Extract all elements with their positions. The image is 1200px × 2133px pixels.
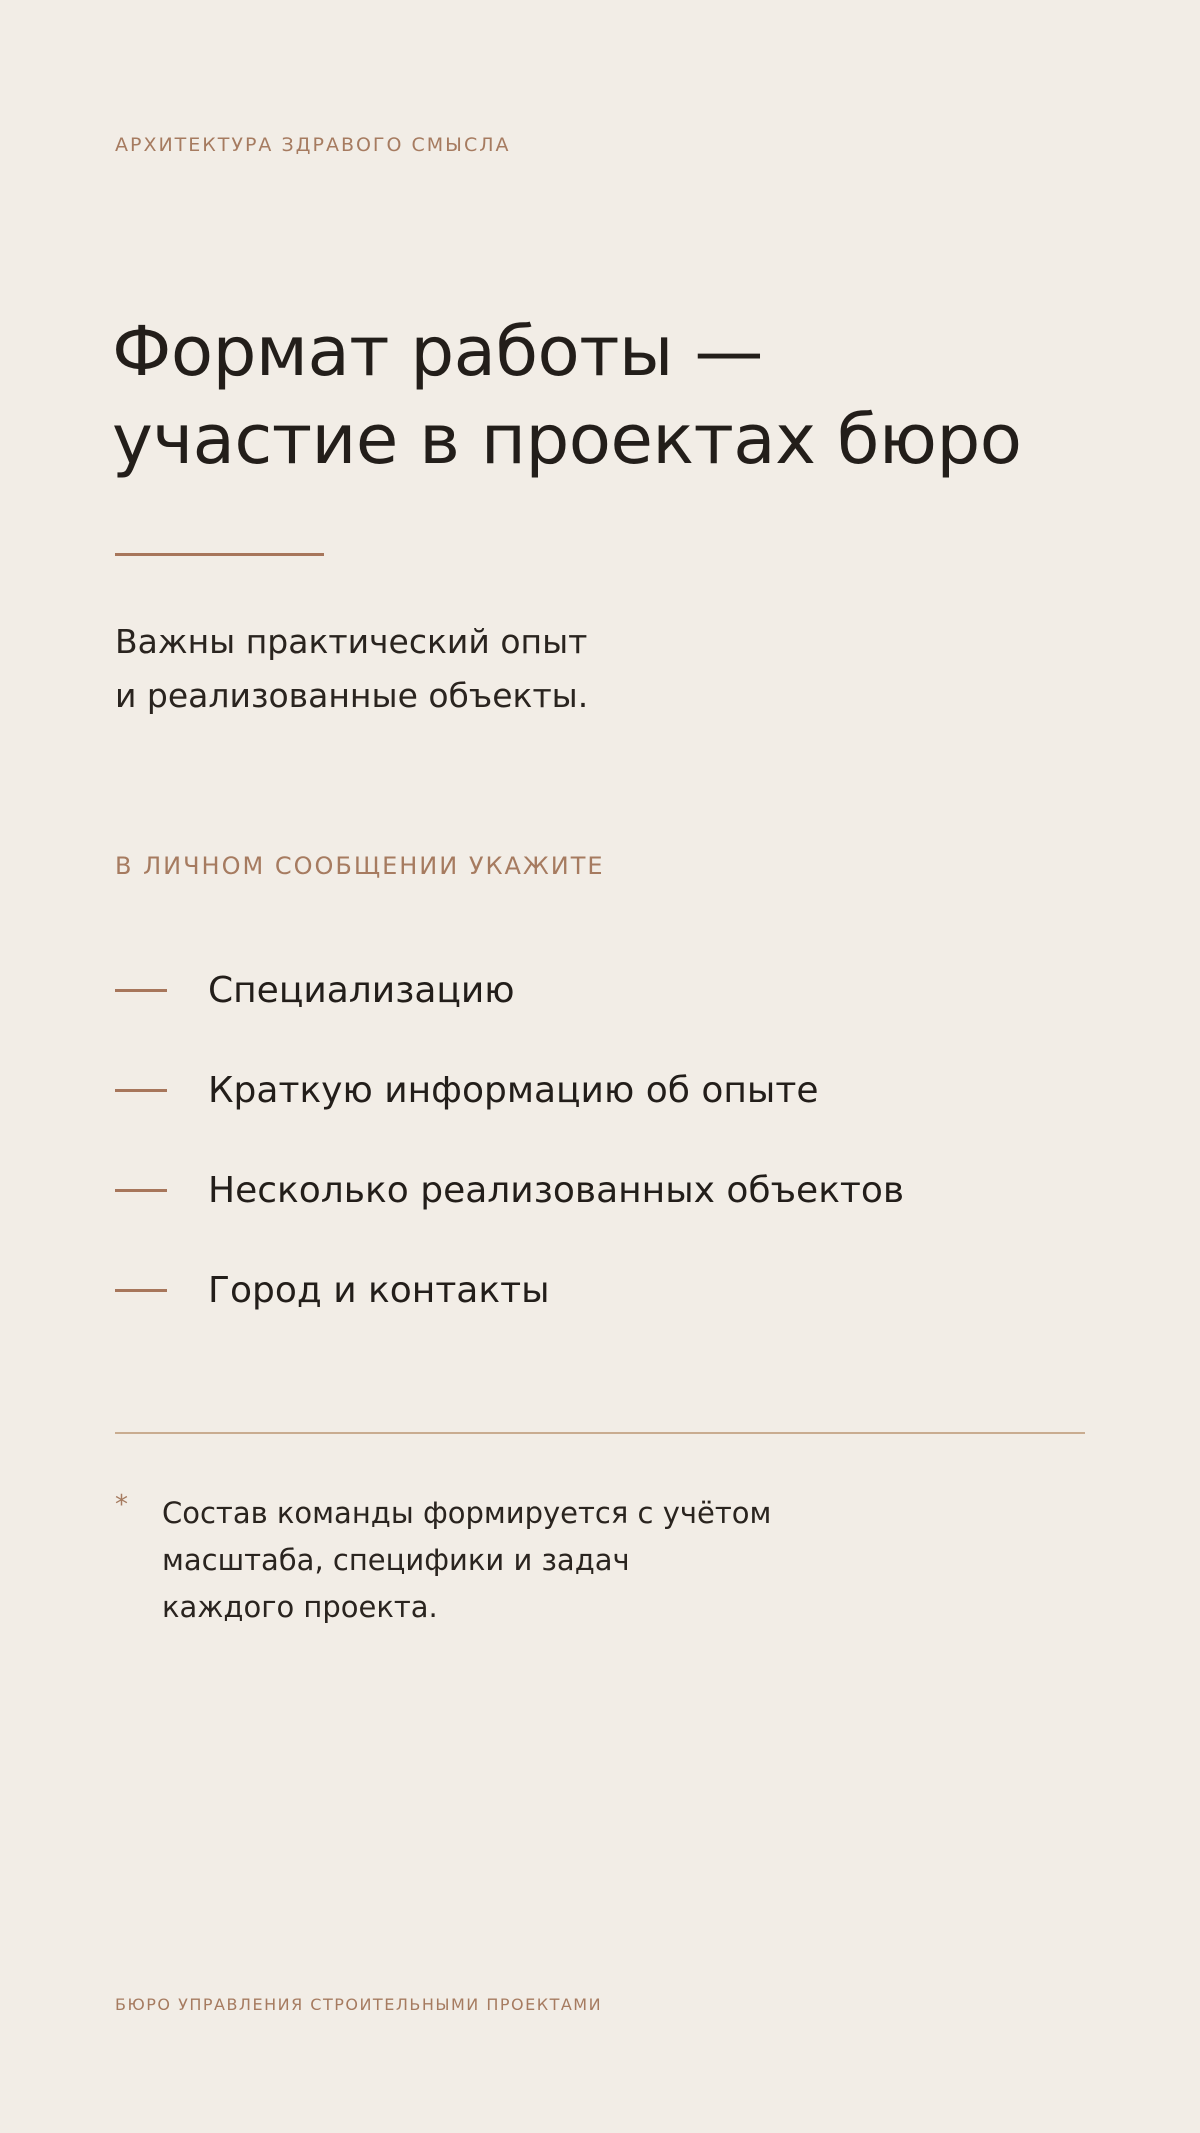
page-title-line: Формат работы — [112,312,763,392]
list-item [115,1140,904,1240]
requirements-list [115,940,904,1340]
list-item [115,940,904,1040]
brand-tagline: АРХИТЕКТУРА ЗДРАВОГО СМЫСЛА [115,134,511,156]
list-item [115,1240,904,1340]
dash-bullet-icon [115,1089,167,1092]
dash-bullet-icon [115,989,167,992]
list-item-label: Краткую информацию об опыте [208,1069,819,1111]
footnote-line: Состав команды формируется с учётом [162,1496,772,1530]
list-item-label: Город и контакты [208,1269,550,1311]
footer-caption: БЮРО УПРАВЛЕНИЯ СТРОИТЕЛЬНЫМИ ПРОЕКТАМИ [115,1995,603,2014]
dash-bullet-icon [115,1189,167,1192]
list-item-label: Несколько реализованных объектов [208,1169,905,1211]
list-item-label: Специализацию [208,969,515,1011]
accent-divider [115,553,324,556]
page-title-line: участие в проектах бюро [112,400,1022,480]
asterisk-icon: * [115,1490,128,1520]
page-title [112,308,1152,484]
section-divider [115,1432,1085,1434]
dash-bullet-icon [115,1289,167,1292]
lead-text-line: и реализованные объекты. [115,676,589,715]
list-item [115,1040,904,1140]
footnote-line: масштаба, специфики и задач [162,1543,630,1577]
lead-text [115,615,588,723]
footnote-line: каждого проекта. [162,1590,438,1624]
footnote [162,1490,771,1631]
lead-text-line: Важны практический опыт [115,622,588,661]
requirements-label: В ЛИЧНОМ СООБЩЕНИИ УКАЖИТЕ [115,852,605,880]
